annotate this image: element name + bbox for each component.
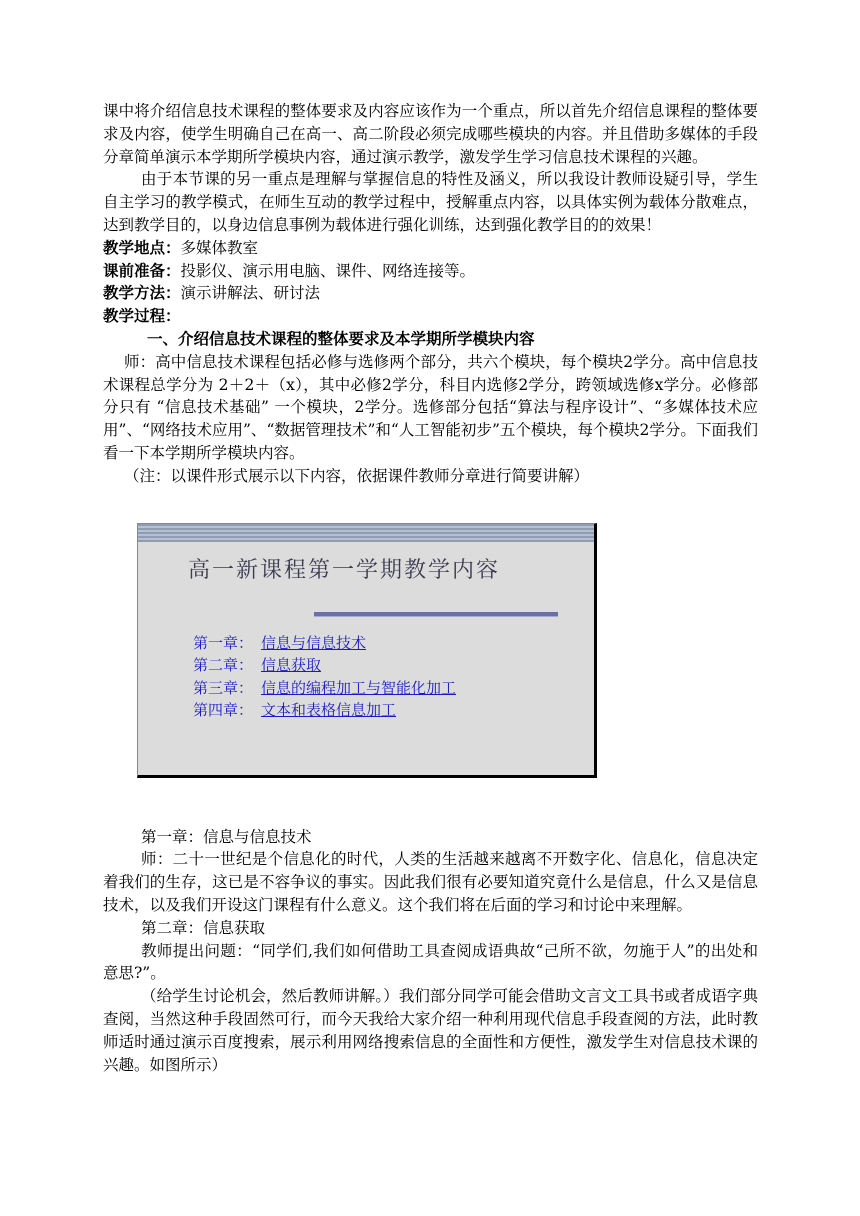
chapter-link[interactable]: 信息的编程加工与智能化加工: [261, 678, 457, 697]
slide-chapter-item: [193, 654, 456, 677]
method-label: 教学方法：: [103, 283, 181, 303]
location-line: [103, 237, 758, 260]
process-line: [103, 305, 758, 328]
prep-label: 课前准备：: [103, 260, 181, 280]
intro-paragraph-1: 课中将介绍信息技术课程的整体要求及内容应该作为一个重点，所以首先介绍信息课程的整体要求及内容，使学生明确自己在高一、高二阶段必须完成哪些模块的内容。并且借助多媒体的手段分章简单演示本学期所学模块内容，通过演示教学，激发学生学习信息技术课程的兴趣。: [103, 102, 758, 166]
method-line: [103, 282, 758, 305]
section1-heading: 一、介绍信息技术课程的整体要求及本学期所学模块内容: [147, 328, 535, 348]
slide-chapter-item: [193, 699, 456, 722]
prep-line: [103, 260, 758, 283]
slide-title: 高一新课程第一学期教学内容: [188, 557, 501, 583]
prep-value: 投影仪、演示用电脑、课件、网络连接等。: [180, 261, 476, 280]
chapter-label: 第二章：: [193, 656, 254, 675]
section1-note: （注：以课件形式展示以下内容，依据课件教师分章进行简要讲解）: [124, 466, 590, 485]
chapter2-heading: 第二章：信息获取: [141, 918, 266, 937]
chapter1-heading: 第一章：信息与信息技术: [141, 827, 312, 846]
slide-chapter-item: [193, 677, 456, 700]
chapter-link[interactable]: 信息与信息技术: [261, 633, 367, 652]
chapter-link[interactable]: 信息获取: [261, 656, 322, 675]
chapter-link[interactable]: 文本和表格信息加工: [261, 701, 397, 720]
chapter-label: 第三章：: [193, 678, 254, 697]
chapter-label: 第一章：: [193, 633, 254, 652]
slide-figure: [103, 488, 758, 826]
slide-chapter-item: [193, 632, 456, 655]
location-label: 教学地点：: [103, 237, 181, 257]
location-value: 多媒体教室: [180, 238, 259, 257]
document-page: [103, 100, 758, 1076]
chapter1-paragraph: 师：二十一世纪是个信息化的时代，人类的生活越来越离不开数字化、信息化，信息决定着我们的生存，这已是不容争议的事实。因此我们很有必要知道究竟什么是信息，什么又是信息技术，以及我们开设这门课程有什么意义。这个我们将在后面的学习和讨论中来理解。: [103, 850, 758, 914]
method-value: 演示讲解法、研讨法: [180, 284, 321, 303]
slide-chapter-list: [193, 632, 456, 722]
intro-paragraph-2: 由于本节课的另一重点是理解与掌握信息的特性及涵义，所以我设计教师设疑引导，学生自主学习的教学模式，在师生互动的教学过程中，授解重点内容，以具体实例为载体分散难点，达到教学目的，以身边信息事例为载体进行强化训练，达到强化教学目的的效果！: [103, 170, 758, 234]
course-slide: [137, 523, 597, 778]
slide-divider: [314, 612, 558, 617]
chapter2-question: 教师提出问题：“同学们,我们如何借助工具查阅成语典故“己所不欲，勿施于人”的出处和意思?”。: [103, 941, 758, 983]
process-label: 教学过程：: [103, 306, 181, 326]
slide-header-band: [138, 524, 594, 542]
section1-paragraph: 师：高中信息技术课程包括必修与选修两个部分，共六个模块，每个模块2学分。高中信息技术课程总学分为 2＋2＋（x），其中必修2学分，科目内选修2学分，跨领域选修x学分。必修部分只有 “信息技术基础” 一个模块，2学分。选修部分包括“算法与程序设计”、“多媒体技术应用”、“网络技术应用”、“数据管理技术”和“人工智能初步”五个模块，每个模块2学分。下面我们看一下本学期所学模块内容。: [103, 352, 758, 462]
chapter2-paragraph: （给学生讨论机会，然后教师讲解。）我们部分同学可能会借助文言文工具书或者成语字典查阅，当然这种手段固然可行，而今天我给大家介绍一种利用现代信息手段查阅的方法，此时教师适时通过演示百度搜索，展示利用网络搜索信息的全面性和方便性，激发学生对信息技术课的兴趣。如图所示）: [103, 987, 758, 1074]
chapter-label: 第四章：: [193, 701, 254, 720]
